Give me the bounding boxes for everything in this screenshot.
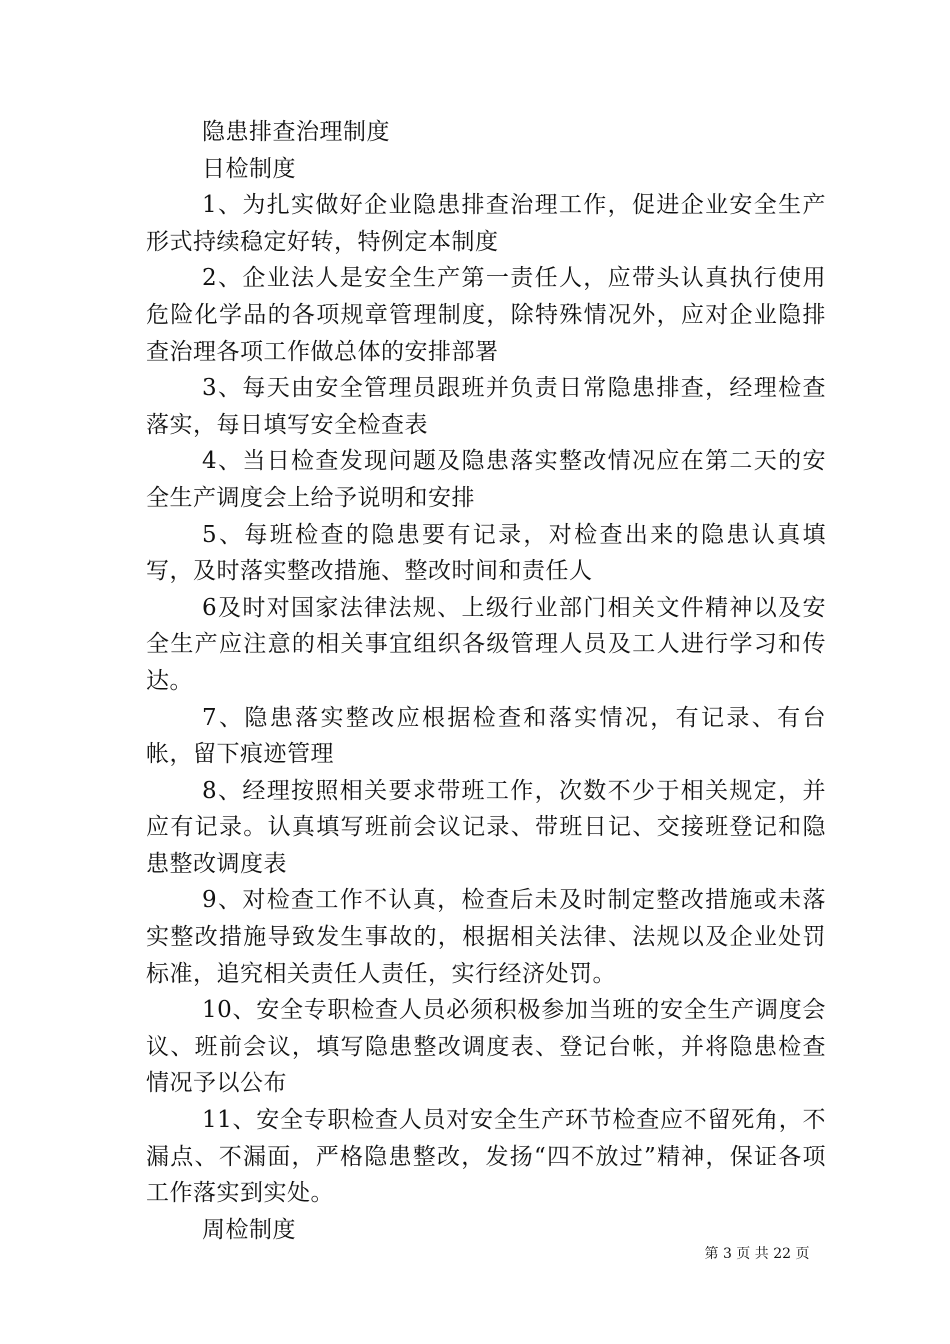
paragraph-item-8: 8、经理按照相关要求带班工作，次数不少于相关规定，并应有记录。认真填写班前会议记录、带班日记、交接班登记和隐患整改调度表 <box>146 777 826 877</box>
paragraph-item-10: 10、安全专职检查人员必须积极参加当班的安全生产调度会议、班前会议，填写隐患整改调度表、登记台帐，并将隐患检查情况予以公布 <box>146 997 826 1097</box>
section-heading-daily: 日检制度 <box>202 155 296 182</box>
paragraph-item-9: 9、对检查工作不认真，检查后未及时制定整改措施或未落实整改措施导致发生事故的，根据相关法律、法规以及企业处罚标准，追究相关责任人责任，实行经济处罚。 <box>146 887 826 987</box>
page-number-label: 第 3 页 共 22 页 <box>704 1246 810 1262</box>
paragraph-item-2: 2、企业法人是安全生产第一责任人，应带头认真执行使用危险化学品的各项规章管理制度，除特殊情况外，应对企业隐排查治理各项工作做总体的安排部署 <box>146 265 826 365</box>
paragraph-item-4: 4、当日检查发现问题及隐患落实整改情况应在第二天的安全生产调度会上给予说明和安排 <box>146 448 826 511</box>
paragraph-item-5: 5、每班检查的隐患要有记录，对检查出来的隐患认真填写，及时落实整改措施、整改时间和责任人 <box>146 521 826 585</box>
document-title: 隐患排查治理制度 <box>202 119 390 145</box>
section-heading-weekly: 周检制度 <box>202 1216 296 1243</box>
paragraph-item-3: 3、每天由安全管理员跟班并负责日常隐患排查，经理检查落实，每日填写安全检查表 <box>146 375 826 438</box>
paragraph-item-7: 7、隐患落实整改应根据检查和落实情况，有记录、有台帐，留下痕迹管理 <box>146 704 826 768</box>
paragraph-item-6: 6及时对国家法律法规、上级行业部门相关文件精神以及安全生产应注意的相关事宜组织各级管理人员及工人进行学习和传达。 <box>146 594 826 694</box>
paragraph-item-11: 11、安全专职检查人员对安全生产环节检查应不留死角，不漏点、不漏面，严格隐患整改，发扬“四不放过”精神，保证各项工作落实到实处。 <box>146 1107 826 1207</box>
paragraph-item-1: 1、为扎实做好企业隐患排查治理工作，促进企业安全生产形式持续稳定好转，特例定本制度 <box>146 192 826 255</box>
page-footer <box>0 1245 950 1263</box>
document-body <box>146 114 826 1248</box>
